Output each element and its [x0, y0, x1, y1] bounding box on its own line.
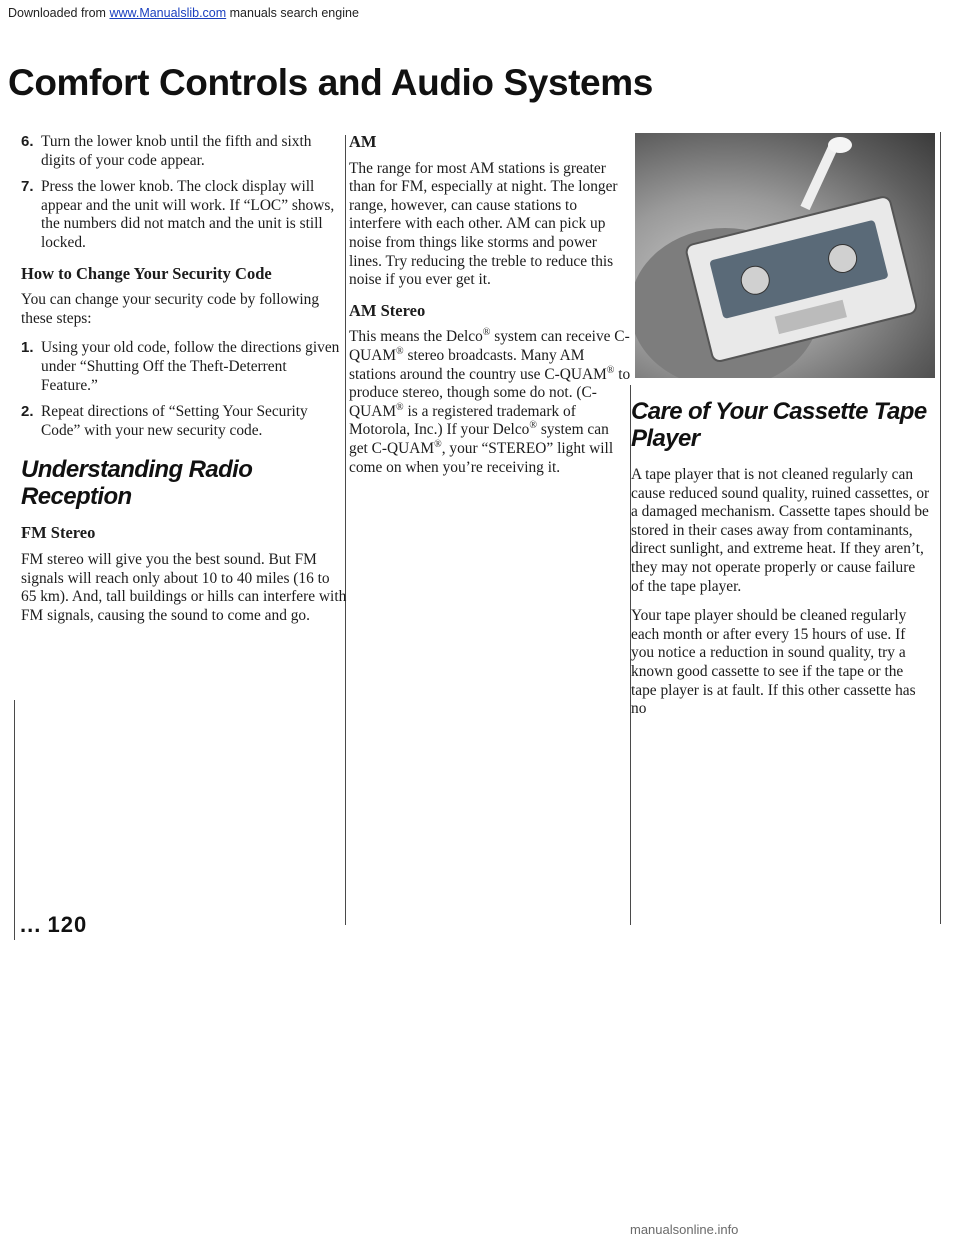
step-number: 2.: [21, 403, 34, 421]
text-run: is a registered trademark of Motorola, Inc.) If your Delco: [349, 402, 576, 439]
step-text: Using your old code, follow the directions given under “Shutting Off the Theft-Deterrent Feature.”: [41, 339, 340, 394]
page-number: [20, 912, 87, 938]
page-number-dots: ...: [20, 912, 42, 937]
paragraph: Your tape player should be cleaned regularly each month or after every 15 hours of use. If you notice a reduction in sound quality, try a known good cassette to see if the tape or the tape player is at fault. If this other cassette has no: [631, 607, 916, 718]
registered-mark: ®: [529, 420, 537, 432]
banner-suffix: manuals search engine: [226, 6, 359, 20]
column-2: [349, 133, 631, 488]
footer-watermark: manualsonline.info: [630, 1222, 739, 1237]
list-item: [21, 178, 347, 252]
cassette-cleaning-photo: [635, 133, 935, 378]
step-number: 6.: [21, 133, 34, 150]
paragraph: [349, 328, 631, 477]
column-1: [21, 133, 347, 636]
step-number: 1.: [21, 339, 34, 357]
margin-rule: [14, 700, 15, 940]
section-heading: Care of Your Cassette Tape Player: [631, 398, 927, 452]
page-title: Comfort Controls and Audio Systems: [8, 62, 653, 103]
swab-tip: [828, 137, 852, 153]
text-run: stereo broadcasts. Many AM stations around the country use C-QUAM: [349, 346, 607, 383]
registered-mark: ®: [434, 438, 442, 450]
step-number: 7.: [21, 178, 34, 196]
manualslib-link[interactable]: www.Manualslib.com: [109, 6, 227, 20]
registered-mark: ®: [396, 401, 404, 413]
column-divider: [940, 132, 941, 924]
registered-mark: ®: [482, 327, 491, 339]
paragraph: The range for most AM stations is greater than for FM, especially at night. The longer range, however, can cause stations to interfere with each other. AM can pick up noise from things like storms and power lines. Try reducing the treble to reduce this noise if you ever get it.: [349, 159, 618, 289]
cleaning-swab: [805, 143, 835, 208]
text-run: to produce stereo, though some do not. (C-QUAM: [349, 365, 631, 420]
list-item: [21, 339, 347, 395]
paragraph: FM stereo will give you the best sound. But FM signals will reach only about 10 to 40 miles (16 to 65 km). And, tall buildings or hills can interfere with FM signals, causing the sound to come and go.: [21, 550, 347, 624]
paragraph: You can change your security code by following these steps:: [21, 291, 320, 327]
cassette-illustration: [635, 133, 935, 378]
text-run: This means the Delco: [349, 328, 483, 346]
page-number-value: 120: [47, 912, 88, 937]
section-heading: How to Change Your Security Code: [21, 263, 272, 283]
text-run: system can get C-QUAM: [349, 421, 609, 457]
cassette-tape: [685, 195, 918, 362]
step-text: Press the lower knob. The clock display will appear and the unit will work. If “LOC” shows, the numbers did not match and the unit is still locked.: [41, 178, 335, 251]
list-item: [21, 133, 347, 170]
list-item: [21, 403, 347, 440]
section-heading: AM: [349, 132, 377, 151]
download-banner: [8, 6, 359, 20]
column-3: [631, 133, 931, 730]
step-text: Turn the lower knob until the fifth and sixth digits of your code appear.: [41, 133, 312, 169]
registered-mark: ®: [606, 364, 615, 376]
registered-mark: ®: [396, 345, 404, 357]
section-heading: Understanding Radio Reception: [21, 456, 253, 511]
paragraph: A tape player that is not cleaned regularly can cause reduced sound quality, ruined cassettes, or a damaged mechanism. Cassette tapes should be stored in their cases away from contaminants, direct sunlight, and extreme heat. If they aren’t, they may not operate properly or cause failure of the tape player.: [631, 466, 930, 595]
sub-heading: FM Stereo: [21, 523, 96, 543]
text-run: system can receive C-QUAM: [349, 328, 630, 364]
step-text: Repeat directions of “Setting Your Security Code” with your new security code.: [41, 403, 308, 439]
section-heading: AM Stereo: [349, 300, 426, 320]
banner-prefix: Downloaded from: [8, 6, 110, 20]
text-run: , your “STEREO” light will come on when you’re receiving it.: [349, 439, 614, 476]
